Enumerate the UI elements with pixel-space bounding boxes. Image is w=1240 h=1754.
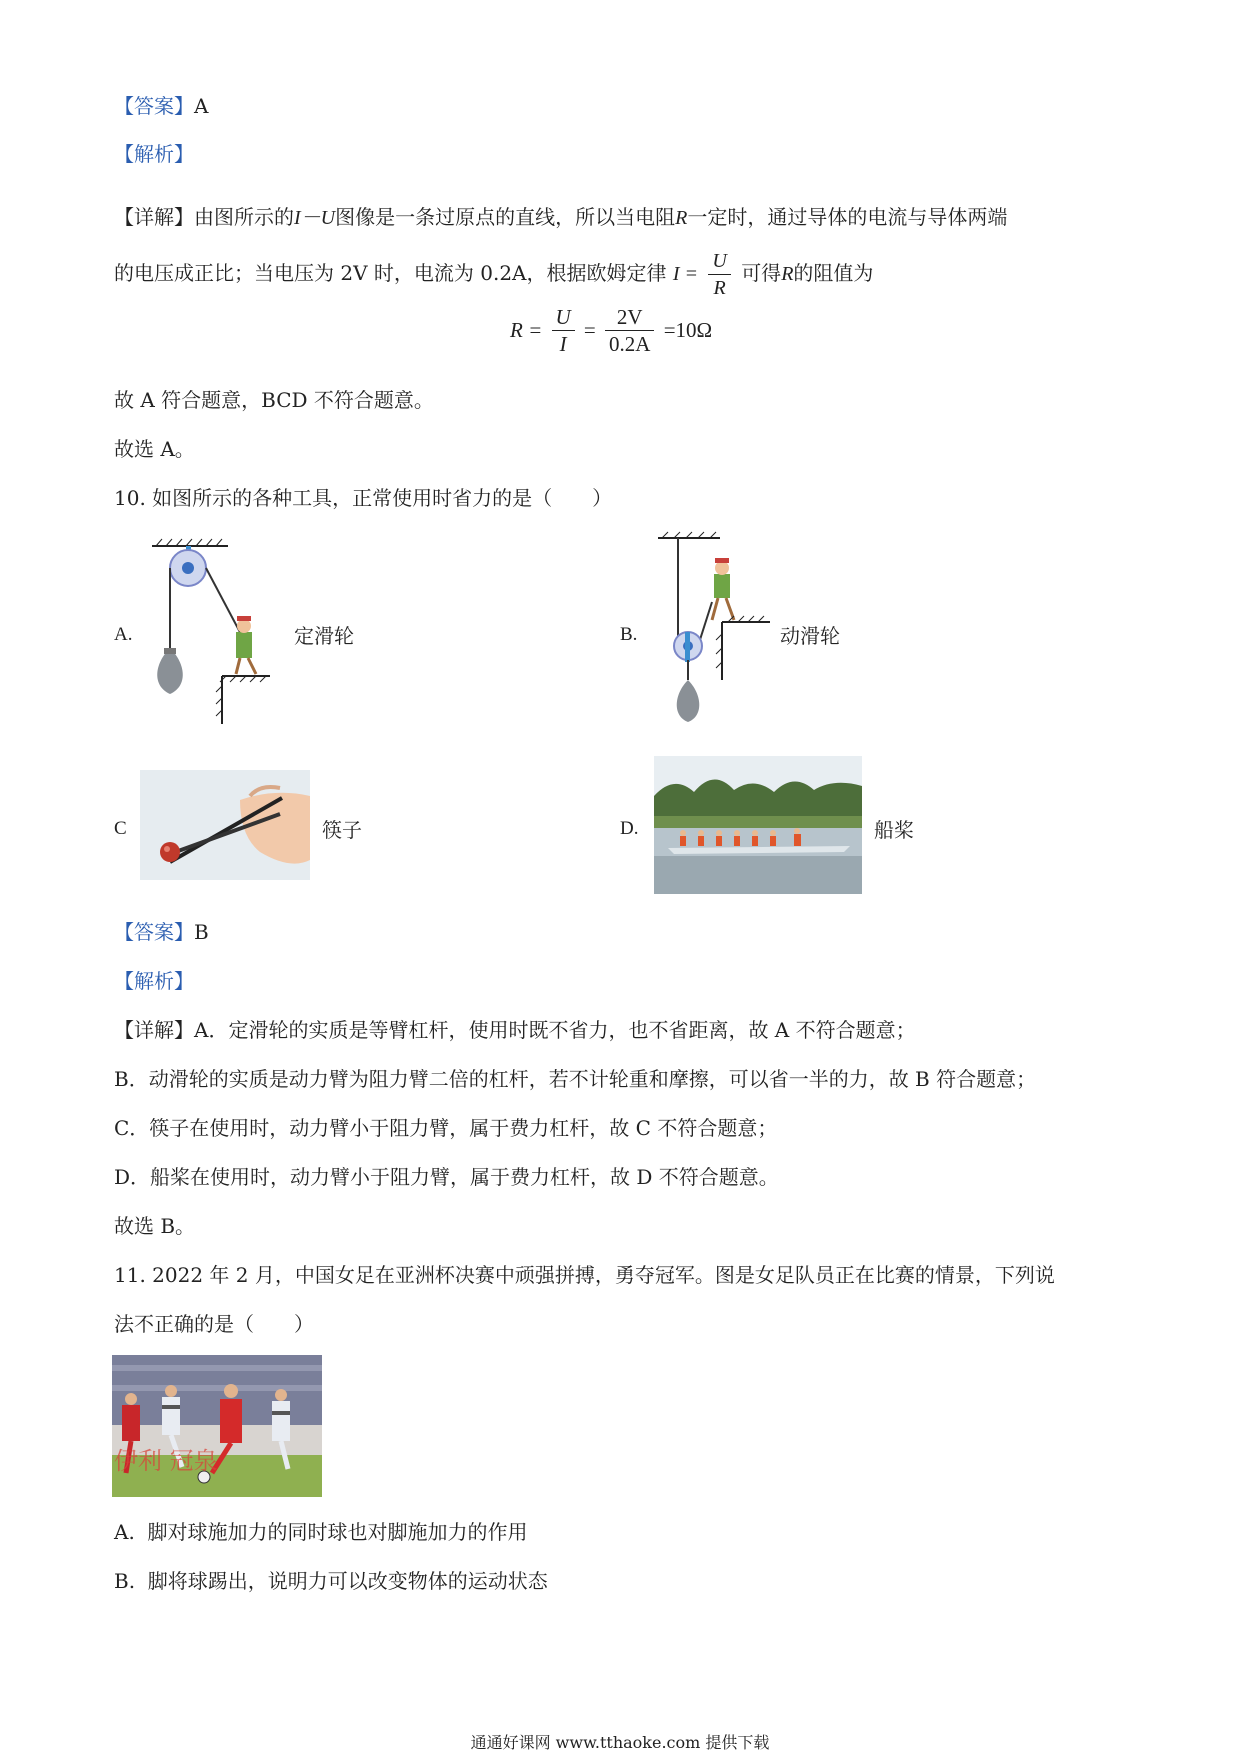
iu-symbol: I－U xyxy=(294,207,336,229)
option-d-label: D. xyxy=(620,818,639,839)
ohm-lhs: I = xyxy=(672,263,699,285)
q11-question-line1: 11. 2022 年 2 月，中国女足在亚洲杯决赛中顽强拼搏，勇夺冠军。图是女足队员正在比赛的情景，下列说 xyxy=(114,1263,1055,1287)
r-symbol: R xyxy=(675,207,688,229)
detail-text: 的电压成正比；当电压为 2V 时，电流为 0.2A，根据欧姆定律 xyxy=(114,261,667,285)
ohm-fraction xyxy=(708,248,730,301)
q10-conclusion: 故选 B。 xyxy=(114,1214,196,1238)
q11-option-b xyxy=(114,1567,548,1595)
q10-detail-a xyxy=(114,1016,916,1044)
option-d-text: 船桨 xyxy=(874,818,914,842)
formula-result: =10Ω xyxy=(663,318,713,342)
option-a-label: A. xyxy=(114,624,133,645)
fraction-numerator: U xyxy=(708,248,730,275)
answer-value: B xyxy=(194,920,209,944)
answer-value: A xyxy=(194,94,209,118)
q10-question: 10. 如图所示的各种工具，正常使用时省力的是（ ） xyxy=(114,486,613,510)
q11-question-line2: 法不正确的是（ ） xyxy=(114,1312,314,1336)
page-footer: 通通好课网 www.tthaoke.com 提供下载 xyxy=(470,1733,770,1752)
answer-tag: 【答案】 xyxy=(114,94,194,118)
option-a-text: 定滑轮 xyxy=(294,624,354,648)
detail-text: 可得 xyxy=(741,261,782,285)
q9-answer xyxy=(114,92,208,120)
fraction-denominator: R xyxy=(713,277,726,299)
q10-detail-b: B．动滑轮的实质是动力臂为阻力臂二倍的杠杆，若不计轮重和摩擦，可以省一半的力，故 B 符合题意； xyxy=(114,1067,1037,1091)
option-b-label: B. xyxy=(620,624,638,645)
fraction-numerator: U xyxy=(552,304,575,331)
option-c-label: C xyxy=(114,818,127,839)
detail-text: 由图所示的 xyxy=(194,205,294,229)
q9-detail-line1 xyxy=(114,203,1007,232)
chopsticks-photo xyxy=(140,770,310,880)
detail-tag: 【详解】 xyxy=(114,205,194,229)
option-label: B. xyxy=(114,1569,136,1593)
fraction-denominator: I xyxy=(559,332,567,356)
q10-analysis-tag xyxy=(114,967,194,995)
r-symbol: R xyxy=(781,263,794,285)
football-photo xyxy=(112,1355,322,1497)
fraction-denominator: 0.2A xyxy=(609,332,651,356)
option-c-text: 筷子 xyxy=(322,818,362,842)
analysis-tag: 【解析】 xyxy=(114,142,194,166)
option-b-text: 动滑轮 xyxy=(780,624,840,648)
formula-fraction-values xyxy=(605,304,654,357)
q9-analysis-tag xyxy=(114,140,194,168)
option-text: 脚对球施加力的同时球也对脚施加力的作用 xyxy=(147,1520,528,1544)
movable-pulley-figure xyxy=(650,530,780,735)
q9-conclusion2: 故选 A。 xyxy=(114,437,195,461)
formula-equals: = xyxy=(583,318,596,342)
q9-detail-line2 xyxy=(114,244,873,303)
detail-text: A．定滑轮的实质是等臂杠杆，使用时既不省力，也不省距离，故 A 不符合题意； xyxy=(194,1018,916,1042)
option-text: 脚将球踢出，说明力可以改变物体的运动状态 xyxy=(147,1569,548,1593)
option-label: A. xyxy=(114,1520,135,1544)
resistance-formula xyxy=(510,304,712,357)
answer-tag: 【答案】 xyxy=(114,920,194,944)
fraction-numerator: 2V xyxy=(605,304,654,331)
q10-detail-c: C．筷子在使用时，动力臂小于阻力臂，属于费力杠杆，故 C 不符合题意； xyxy=(114,1116,778,1140)
detail-text: 的阻值为 xyxy=(793,261,874,285)
watermark-text: 伊利 冠泉 xyxy=(114,1447,218,1475)
analysis-tag: 【解析】 xyxy=(114,969,194,993)
q10-answer xyxy=(114,918,209,946)
detail-text: 图像是一条过原点的直线，所以当电阻 xyxy=(335,205,676,229)
q10-detail-d: D．船桨在使用时，动力臂小于阻力臂，属于费力杠杆，故 D 不符合题意。 xyxy=(114,1165,779,1189)
q9-conclusion1: 故 A 符合题意，BCD 不符合题意。 xyxy=(114,388,434,412)
formula-lhs: R = xyxy=(510,318,543,342)
detail-text: 一定时，通过导体的电流与导体两端 xyxy=(687,205,1008,229)
q11-option-a xyxy=(114,1518,528,1546)
rowing-photo xyxy=(654,756,862,894)
detail-tag: 【详解】 xyxy=(114,1018,194,1042)
fixed-pulley-figure xyxy=(140,536,300,732)
formula-fraction-ui xyxy=(552,304,575,357)
